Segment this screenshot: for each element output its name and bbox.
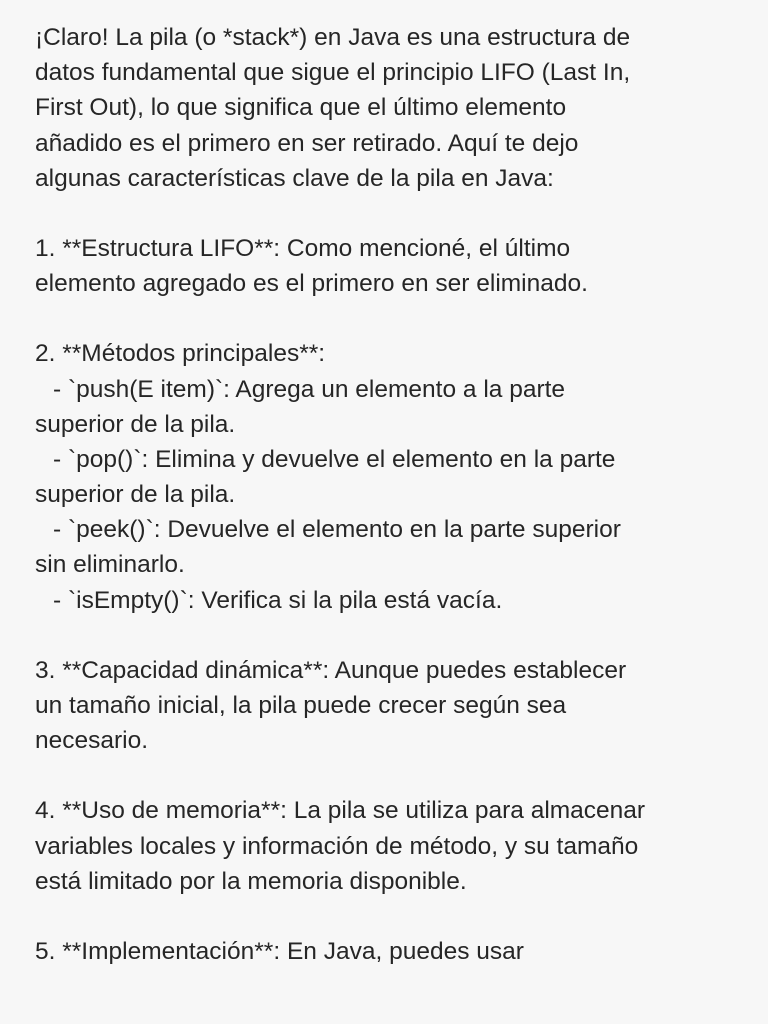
message-line: variables locales y información de método, y su tamaño [35,832,639,860]
list-item-line: - `push(E item)`: Agrega un elemento a la parte [53,375,566,403]
message-line: sin eliminarlo. [35,551,185,579]
message-line: 3. **Capacidad dinámica**: Aunque puedes establecer [35,656,627,684]
message-paragraph [35,653,735,759]
message-line: superior de la pila. [35,410,236,438]
chat-message [35,20,735,1004]
message-line: un tamaño inicial, la pila puede crecer según sea [35,692,567,719]
message-paragraph [35,231,735,301]
message-line: elemento agregado es el primero en ser eliminado. [35,270,588,298]
list-item-line: - `peek()`: Devuelve el elemento en la parte superior [53,516,621,544]
message-line: está limitado por la memoria disponible. [35,867,467,895]
message-paragraph [35,934,735,969]
message-line: First Out), lo que significa que el último elemento [35,94,567,122]
message-line: 5. **Implementación**: En Java, puedes usar [35,937,524,965]
message-paragraph [35,336,735,618]
message-line: 1. **Estructura LIFO**: Como mencioné, el último [35,234,571,262]
message-line: superior de la pila. [35,481,236,509]
message-paragraph [35,20,735,196]
message-paragraph [35,793,735,899]
message-line: datos fundamental que sigue el principio LIFO (Last In, [35,59,631,87]
message-line: 2. **Métodos principales**: [35,340,326,368]
message-line: necesario. [35,727,149,755]
message-line: ¡Claro! La pila (o *stack*) en Java es una estructura de [35,24,631,51]
list-item-line: - `pop()`: Elimina y devuelve el elemento en la parte [53,445,616,473]
list-item-line: - `isEmpty()`: Verifica si la pila está vacía. [53,586,503,614]
message-line: 4. **Uso de memoria**: La pila se utiliza para almacenar [35,797,646,825]
message-line: algunas características clave de la pila en Java: [35,164,554,192]
message-line: añadido es el primero en ser retirado. Aquí te dejo [35,129,579,157]
